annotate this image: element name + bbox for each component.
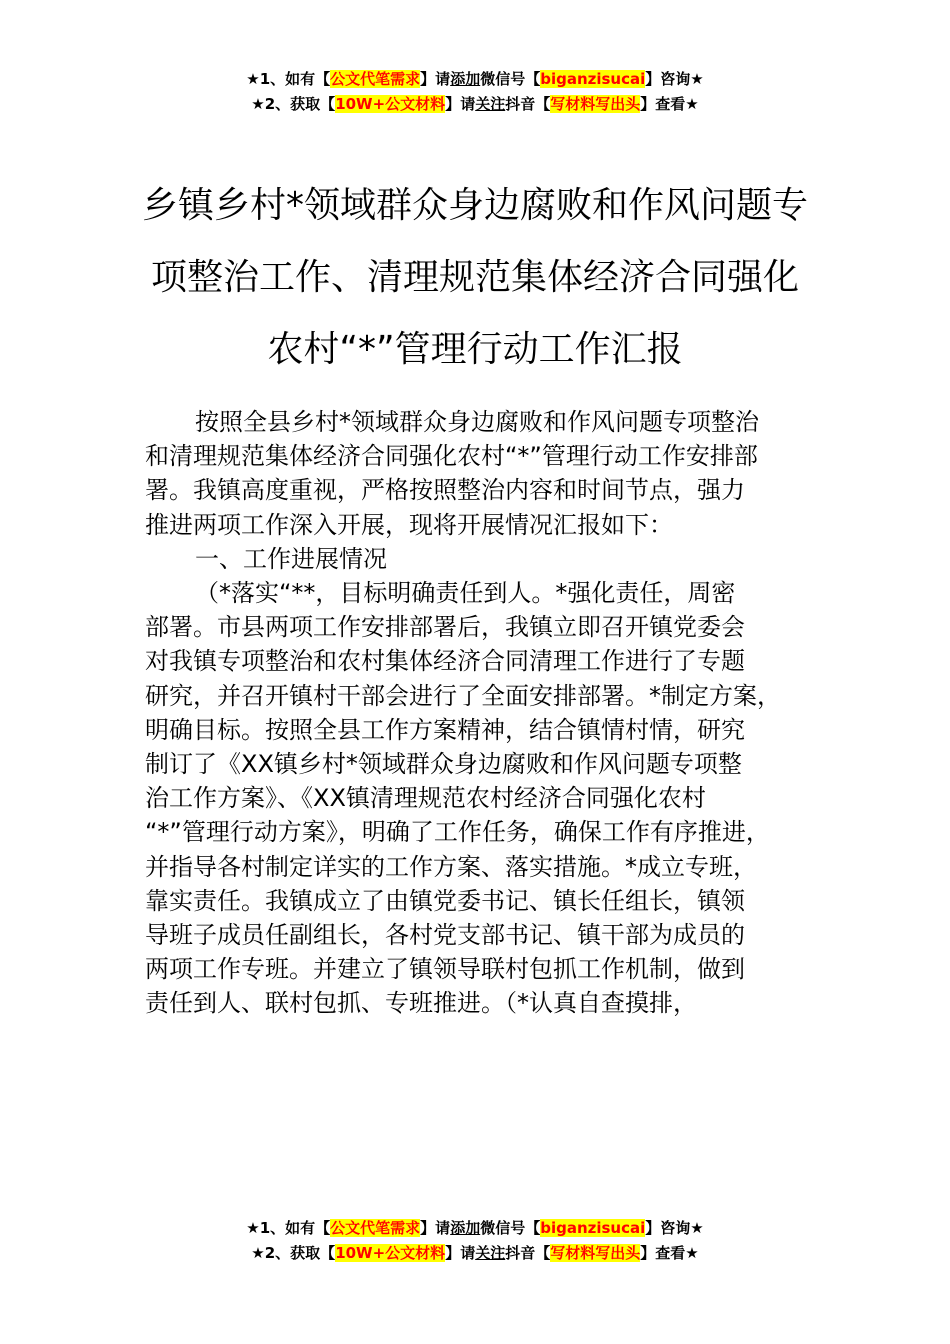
banner-underlined: 关注	[475, 95, 506, 113]
body-line: 两项工作专班。并建立了镇领导联村包抓工作机制，做到	[145, 955, 745, 984]
body-line: （*落实“**，目标明确责任到人。*强化责任，周密	[195, 579, 736, 608]
banner-text: ★2、获取【	[251, 1244, 336, 1262]
banner-text: 抖音【	[505, 1244, 551, 1262]
banner-wechat-id: biganzisucai	[540, 70, 646, 88]
banner-douyin-id: 写材料写出头	[550, 95, 641, 113]
banner-text: 】请	[420, 70, 451, 88]
header-banner	[0, 67, 950, 117]
body-line: 责任到人、联村包抓、专班推进。（*认真自查摸排，	[145, 989, 697, 1018]
body-line: 研究，并召开镇村干部会进行了全面安排部署。*制定方案，	[145, 681, 781, 710]
banner-text: 】咨询★	[645, 70, 704, 88]
body-line: “*”管理行动方案》，明确了工作任务，确保工作有序推进，	[145, 818, 770, 847]
body-line: 明确目标。按照全县工作方案精神，结合镇情村情，研究	[145, 715, 745, 744]
banner-text: 】请	[445, 95, 476, 113]
banner-text: 】咨询★	[645, 1219, 704, 1237]
banner-text: 微信号【	[480, 1219, 541, 1237]
banner-line-2	[0, 1241, 950, 1266]
banner-text: ★1、如有【	[246, 1219, 331, 1237]
body-line: 按照全县乡村*领域群众身边腐败和作风问题专项整治	[195, 408, 759, 436]
banner-text: 】查看★	[640, 95, 699, 113]
banner-wechat-id: biganzisucai	[540, 1219, 646, 1237]
document-title	[110, 170, 840, 386]
body-line: 部署。市县两项工作安排部署后，我镇立即召开镇党委会	[145, 613, 745, 642]
banner-line-1	[0, 1216, 950, 1241]
banner-text: 抖音【	[505, 95, 551, 113]
body-line: 靠实责任。我镇成立了由镇党委书记、镇长任组长，镇领	[145, 886, 745, 915]
banner-text: 】请	[445, 1244, 476, 1262]
title-line: 项整治工作、清理规范集体经济合同强化	[150, 257, 799, 298]
document-body	[145, 405, 835, 1021]
banner-highlight: 10W+公文材料	[335, 95, 446, 113]
banner-highlight: 公文代笔需求	[330, 70, 421, 88]
banner-text: 】查看★	[640, 1244, 699, 1262]
banner-line-1	[0, 67, 950, 92]
body-line: 署。我镇高度重视，严格按照整治内容和时间节点，强力	[145, 476, 745, 505]
body-line: 并指导各村制定详实的工作方案、落实措施。*成立专班，	[145, 852, 757, 881]
title-line: 农村“*”管理行动工作汇报	[267, 329, 683, 370]
body-line: 治工作方案》、《XX镇清理规范农村经济合同强化农村	[145, 784, 706, 813]
banner-underlined: 添加	[450, 1219, 481, 1237]
banner-text: 微信号【	[480, 70, 541, 88]
section-heading: 一、工作进展情况	[195, 544, 387, 573]
body-line: 导班子成员任副组长，各村党支部书记、镇干部为成员的	[145, 921, 745, 950]
body-line: 制订了《XX镇乡村*领域群众身边腐败和作风问题专项整	[145, 750, 742, 779]
body-line: 推进两项工作深入开展，现将开展情况汇报如下：	[145, 510, 673, 539]
title-line: 乡镇乡村*领域群众身边腐败和作风问题专	[141, 185, 808, 226]
banner-underlined: 关注	[475, 1244, 506, 1262]
banner-text: ★2、获取【	[251, 95, 336, 113]
banner-text: 】请	[420, 1219, 451, 1237]
body-line: 和清理规范集体经济合同强化农村“*”管理行动工作安排部	[145, 442, 758, 471]
banner-highlight: 10W+公文材料	[335, 1244, 446, 1262]
banner-highlight: 公文代笔需求	[330, 1219, 421, 1237]
banner-text: ★1、如有【	[246, 70, 331, 88]
banner-line-2	[0, 92, 950, 117]
footer-banner	[0, 1216, 950, 1266]
banner-underlined: 添加	[450, 70, 481, 88]
body-line: 对我镇专项整治和农村集体经济合同清理工作进行了专题	[145, 647, 745, 676]
banner-douyin-id: 写材料写出头	[550, 1244, 641, 1262]
